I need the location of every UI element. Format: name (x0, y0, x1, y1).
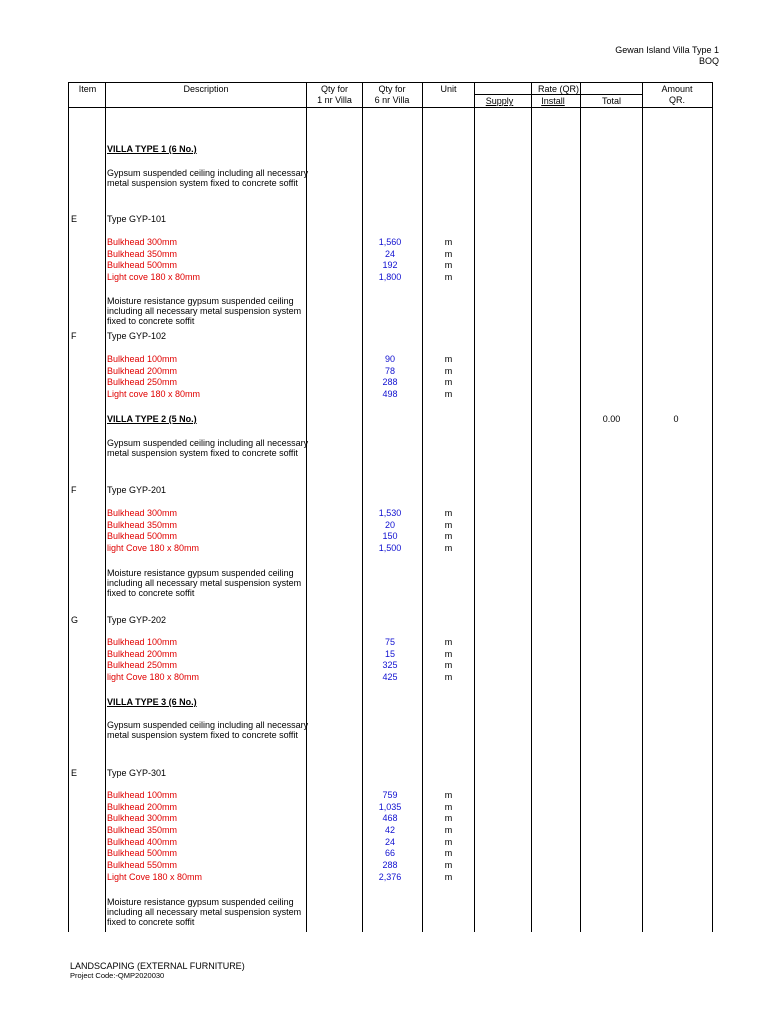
section-title-villa-1: VILLA TYPE 1 (6 No.) (107, 144, 197, 154)
line-item-description: Bulkhead 400mm (107, 836, 178, 847)
line-item-qty: 2,376 (378, 871, 402, 882)
line-item-qty: 759 (382, 790, 398, 800)
col-description: Description (183, 84, 229, 94)
line-item-description: Bulkhead 500mm (107, 848, 178, 859)
line-item-qty: 1,560 (378, 237, 402, 247)
line-items (107, 508, 312, 555)
line-item-unit: m (444, 637, 453, 647)
line-item-description: Bulkhead 300mm (107, 813, 178, 824)
line-item-description: light Cove 180 x 80mm (107, 672, 200, 683)
description-block: Moisture resistance gypsum suspended ceiling including all necessary metal suspension system fixed to concrete soffit (107, 568, 302, 598)
description-block: Moisture resistance gypsum suspended ceiling including all necessary metal suspension system fixed to concrete soffit (107, 897, 302, 927)
line-item-unit: m (444, 790, 453, 800)
col-unit: Unit (440, 84, 457, 94)
line-item-unit: m (444, 237, 453, 247)
line-item-description: Bulkhead 100mm (107, 354, 178, 364)
line-item-qty: 325 (382, 660, 398, 671)
line-item-qty: 1,530 (378, 508, 402, 518)
qty-list (362, 637, 418, 684)
line-item-unit: m (444, 801, 453, 812)
line-item-qty: 468 (382, 813, 398, 824)
qty-list (362, 354, 418, 401)
item-code: F (71, 331, 77, 341)
col-qty-6-line1: Qty for (378, 84, 406, 94)
line-item-unit: m (444, 672, 453, 683)
line-item-qty: 498 (382, 389, 398, 400)
line-item-description: Bulkhead 250mm (107, 377, 178, 388)
type-label: Type GYP-201 (107, 485, 167, 495)
section-total: 0.00 (602, 414, 621, 424)
section-amount: 0 (673, 414, 679, 424)
item-code: F (71, 485, 77, 495)
line-item-description: light Cove 180 x 80mm (107, 543, 200, 554)
line-item-unit: m (444, 354, 453, 364)
line-item-unit: m (444, 272, 453, 283)
type-label: Type GYP-101 (107, 214, 167, 224)
section-title-villa-2: VILLA TYPE 2 (5 No.) (107, 414, 197, 424)
type-label: Type GYP-202 (107, 615, 167, 625)
line-item-description: Bulkhead 200mm (107, 648, 178, 659)
type-label: Type GYP-301 (107, 768, 167, 778)
col-qty-6 (363, 84, 421, 106)
line-item-unit: m (444, 660, 453, 671)
col-amount-line2: QR. (668, 95, 685, 105)
line-item-description: Bulkhead 100mm (107, 637, 178, 647)
description-block: Gypsum suspended ceiling including all necessary metal suspension system fixed to concrete soffit (107, 168, 309, 188)
line-item-unit: m (444, 848, 453, 859)
line-item-qty: 425 (382, 672, 398, 683)
line-item-description: Bulkhead 300mm (107, 237, 178, 247)
description-block: Gypsum suspended ceiling including all necessary metal suspension system fixed to concrete soffit (107, 720, 309, 740)
line-item-description: Bulkhead 250mm (107, 660, 178, 671)
line-item-unit: m (444, 508, 453, 518)
type-label: Type GYP-102 (107, 331, 167, 341)
line-item-unit: m (444, 836, 453, 847)
unit-list (423, 354, 474, 401)
col-total: Total (601, 96, 621, 106)
unit-list (423, 790, 474, 884)
col-amount-line1: Amount (661, 84, 693, 94)
line-item-description: Light cove 180 x 80mm (107, 389, 201, 400)
line-item-description: Bulkhead 350mm (107, 248, 178, 259)
section-title-villa-3: VILLA TYPE 3 (6 No.) (107, 697, 197, 707)
line-item-description: Bulkhead 200mm (107, 801, 178, 812)
line-item-unit: m (444, 871, 453, 882)
col-supply: Supply (485, 96, 514, 106)
line-item-qty: 192 (382, 260, 398, 271)
qty-list (362, 237, 418, 284)
line-items (107, 237, 312, 284)
line-item-qty: 1,800 (378, 272, 402, 283)
col-amount (643, 84, 711, 106)
line-item-unit: m (444, 389, 453, 400)
line-item-qty: 90 (384, 354, 395, 364)
unit-list (423, 237, 474, 284)
item-code: E (71, 214, 78, 224)
line-item-description: Bulkhead 100mm (107, 790, 178, 800)
col-install: Install (541, 96, 565, 106)
description-block: Gypsum suspended ceiling including all necessary metal suspension system fixed to concrete soffit (107, 438, 309, 458)
line-item-qty: 24 (384, 248, 395, 259)
line-item-description: Bulkhead 350mm (107, 825, 178, 836)
line-item-description: Bulkhead 300mm (107, 508, 178, 518)
line-item-description: Bulkhead 550mm (107, 860, 178, 871)
line-item-qty: 288 (382, 860, 398, 871)
col-qty-1-line1: Qty for (320, 84, 348, 94)
qty-list (362, 790, 418, 884)
col-rate: Rate (QR) (537, 84, 579, 94)
line-item-description: Bulkhead 200mm (107, 365, 178, 376)
line-item-qty: 24 (384, 836, 395, 847)
line-item-unit: m (444, 260, 453, 271)
line-item-description: Light Cove 180 x 80mm (107, 871, 203, 882)
qty-list (362, 508, 418, 555)
line-item-unit: m (444, 365, 453, 376)
line-item-qty: 20 (384, 519, 395, 530)
unit-list (423, 637, 474, 684)
line-items (107, 637, 312, 684)
project-title: Gewan Island Villa Type 1 (615, 45, 719, 55)
col-qty-1 (307, 84, 362, 106)
line-item-unit: m (444, 813, 453, 824)
line-item-qty: 42 (384, 825, 395, 836)
line-item-qty: 78 (384, 365, 395, 376)
line-item-qty: 15 (384, 648, 395, 659)
unit-list (423, 508, 474, 555)
line-item-qty: 66 (384, 848, 395, 859)
col-item: Item (78, 84, 97, 94)
footer-project-code: Project Code:-QMP2020030 (70, 971, 165, 980)
item-code: E (71, 768, 78, 778)
line-item-description: Bulkhead 500mm (107, 531, 178, 542)
line-item-qty: 1,500 (378, 543, 402, 554)
line-item-unit: m (444, 825, 453, 836)
description-block: Moisture resistance gypsum suspended ceiling including all necessary metal suspension system fixed to concrete soffit (107, 296, 302, 326)
line-item-unit: m (444, 519, 453, 530)
line-item-qty: 1,035 (378, 801, 402, 812)
line-item-unit: m (444, 377, 453, 388)
footer-title: LANDSCAPING (EXTERNAL FURNITURE) (70, 961, 245, 971)
document-type: BOQ (698, 56, 719, 66)
line-item-description: Bulkhead 500mm (107, 260, 178, 271)
line-item-description: Bulkhead 350mm (107, 519, 178, 530)
line-items (107, 354, 312, 401)
line-item-description: Light cove 180 x 80mm (107, 272, 201, 283)
line-item-unit: m (444, 860, 453, 871)
line-item-qty: 150 (382, 531, 398, 542)
line-items (107, 790, 312, 884)
col-qty-1-line2: 1 nr Villa (317, 95, 352, 105)
line-item-unit: m (444, 248, 453, 259)
line-item-unit: m (444, 543, 453, 554)
item-code: G (71, 615, 79, 625)
line-item-unit: m (444, 531, 453, 542)
line-item-qty: 75 (384, 637, 395, 647)
col-qty-6-line2: 6 nr Villa (374, 95, 410, 105)
line-item-qty: 288 (382, 377, 398, 388)
line-item-unit: m (444, 648, 453, 659)
